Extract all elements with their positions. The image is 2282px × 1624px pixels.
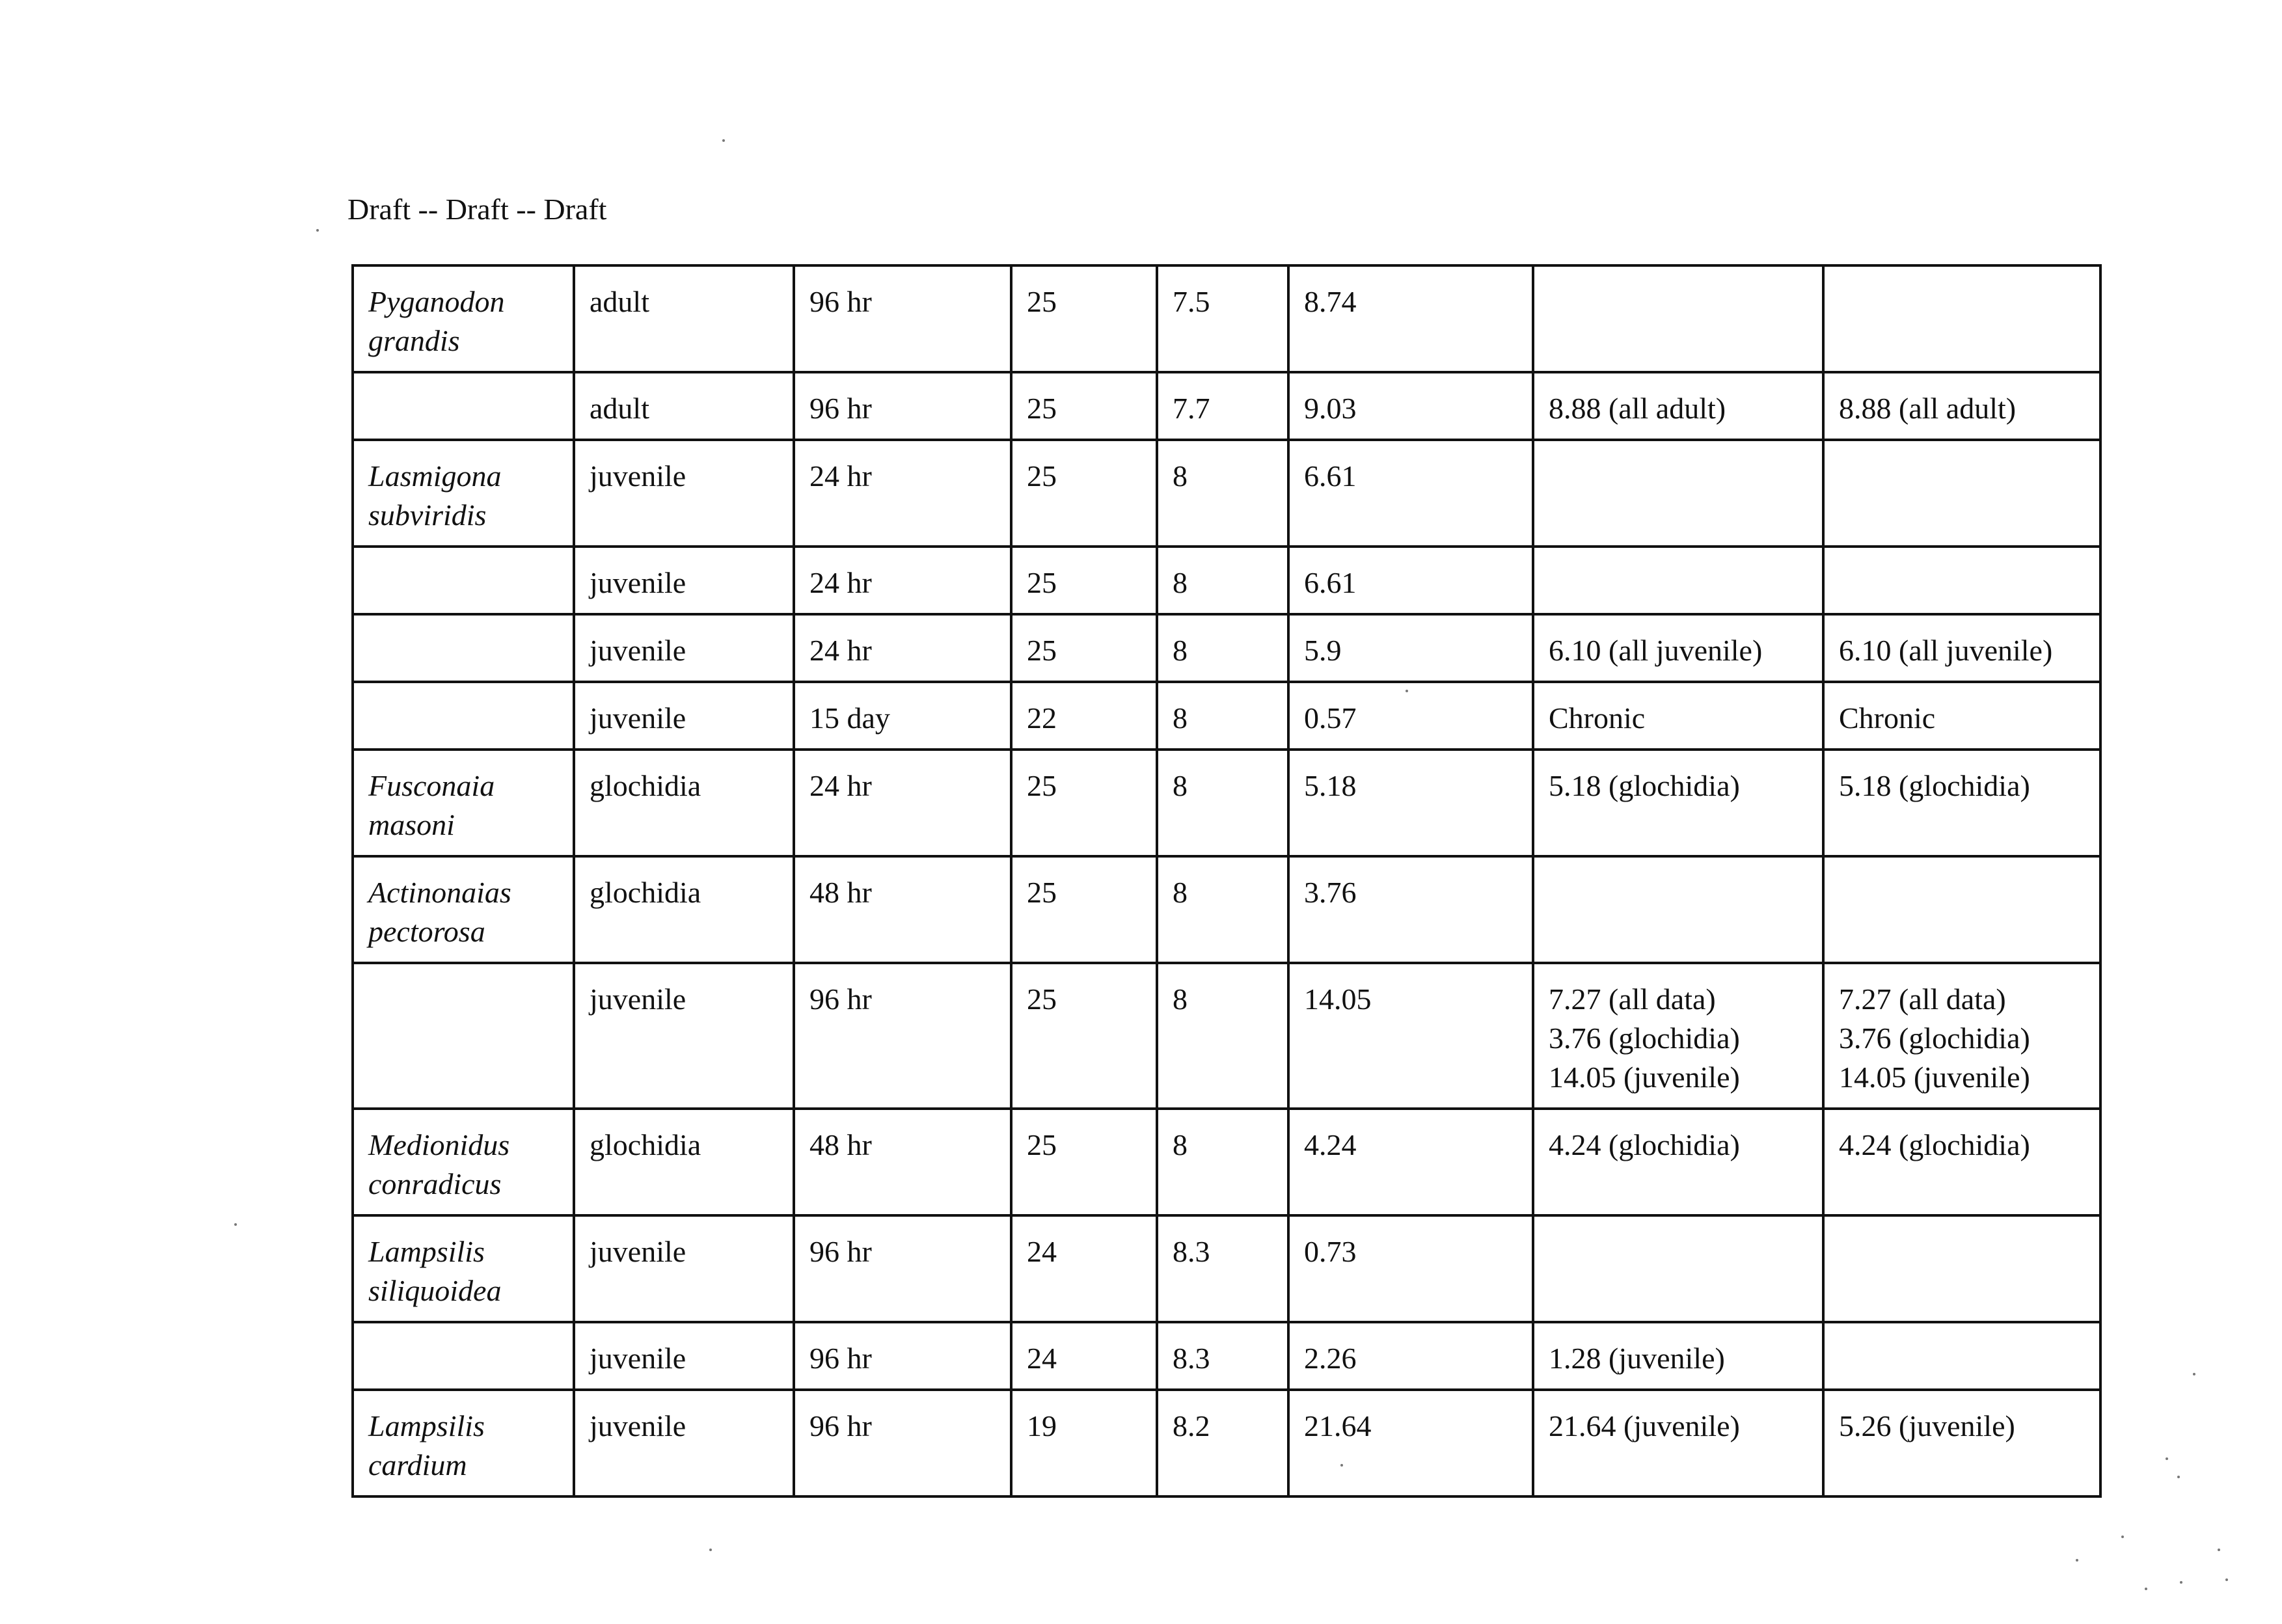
duration-cell: 96 hr xyxy=(794,963,1011,1109)
duration-cell: 48 hr xyxy=(794,1109,1011,1215)
table-row xyxy=(353,547,2100,614)
value-cell: 4.24 xyxy=(1288,1109,1533,1215)
duration-cell: 96 hr xyxy=(794,265,1011,372)
ph-cell: 8.3 xyxy=(1157,1215,1288,1322)
scan-speck xyxy=(2218,1549,2220,1551)
life-stage-cell: juvenile xyxy=(574,1322,794,1390)
species-cell xyxy=(353,614,574,682)
table-row xyxy=(353,1390,2100,1496)
summary-cell xyxy=(1533,547,1823,614)
temperature-cell: 25 xyxy=(1011,614,1157,682)
life-stage-cell: juvenile xyxy=(574,963,794,1109)
table-row xyxy=(353,614,2100,682)
life-stage-cell: juvenile xyxy=(574,547,794,614)
temperature-cell: 24 xyxy=(1011,1215,1157,1322)
life-stage-cell: juvenile xyxy=(574,1390,794,1496)
value-cell: 5.18 xyxy=(1288,750,1533,856)
summary-cell-2 xyxy=(1823,856,2100,963)
summary-cell-2: 5.26 (juvenile) xyxy=(1823,1390,2100,1496)
temperature-cell: 25 xyxy=(1011,963,1157,1109)
duration-cell: 96 hr xyxy=(794,372,1011,440)
duration-cell: 24 hr xyxy=(794,440,1011,547)
scan-speck xyxy=(316,229,319,232)
duration-cell: 96 hr xyxy=(794,1322,1011,1390)
life-stage-cell: adult xyxy=(574,265,794,372)
summary-cell: 1.28 (juvenile) xyxy=(1533,1322,1823,1390)
summary-cell-2 xyxy=(1823,440,2100,547)
summary-cell-2 xyxy=(1823,1215,2100,1322)
species-cell xyxy=(353,372,574,440)
summary-cell-2: 7.27 (all data) 3.76 (glochidia) 14.05 (juvenile) xyxy=(1823,963,2100,1109)
duration-cell: 96 hr xyxy=(794,1215,1011,1322)
temperature-cell: 25 xyxy=(1011,856,1157,963)
life-stage-cell: juvenile xyxy=(574,682,794,750)
ph-cell: 8 xyxy=(1157,682,1288,750)
temperature-cell: 25 xyxy=(1011,750,1157,856)
summary-cell xyxy=(1533,1215,1823,1322)
duration-cell: 15 day xyxy=(794,682,1011,750)
temperature-cell: 25 xyxy=(1011,547,1157,614)
ph-cell: 7.5 xyxy=(1157,265,1288,372)
duration-cell: 24 hr xyxy=(794,750,1011,856)
scan-speck xyxy=(2180,1581,2182,1584)
species-cell xyxy=(353,682,574,750)
table-row xyxy=(353,1322,2100,1390)
summary-cell-2: 6.10 (all juvenile) xyxy=(1823,614,2100,682)
summary-cell: 21.64 (juvenile) xyxy=(1533,1390,1823,1496)
scan-speck xyxy=(2145,1588,2147,1590)
species-cell xyxy=(353,547,574,614)
ph-cell: 8 xyxy=(1157,440,1288,547)
table-row xyxy=(353,1109,2100,1215)
temperature-cell: 25 xyxy=(1011,265,1157,372)
duration-cell: 24 hr xyxy=(794,614,1011,682)
table-row xyxy=(353,265,2100,372)
summary-cell-2: 4.24 (glochidia) xyxy=(1823,1109,2100,1215)
temperature-cell: 19 xyxy=(1011,1390,1157,1496)
summary-cell xyxy=(1533,856,1823,963)
ph-cell: 8 xyxy=(1157,856,1288,963)
life-stage-cell: glochidia xyxy=(574,750,794,856)
ph-cell: 8 xyxy=(1157,1109,1288,1215)
duration-cell: 48 hr xyxy=(794,856,1011,963)
summary-cell-2 xyxy=(1823,547,2100,614)
value-cell: 6.61 xyxy=(1288,547,1533,614)
life-stage-cell: juvenile xyxy=(574,1215,794,1322)
summary-cell: 6.10 (all juvenile) xyxy=(1533,614,1823,682)
summary-cell-2 xyxy=(1823,1322,2100,1390)
species-cell: Actinonaias pectorosa xyxy=(353,856,574,963)
summary-cell xyxy=(1533,265,1823,372)
value-cell: 6.61 xyxy=(1288,440,1533,547)
temperature-cell: 25 xyxy=(1011,372,1157,440)
scan-speck xyxy=(2193,1373,2195,1375)
summary-cell: 4.24 (glochidia) xyxy=(1533,1109,1823,1215)
summary-cell-2: Chronic xyxy=(1823,682,2100,750)
species-cell: Medionidus conradicus xyxy=(353,1109,574,1215)
scan-speck xyxy=(722,139,725,142)
species-cell: Fusconaia masoni xyxy=(353,750,574,856)
value-cell: 9.03 xyxy=(1288,372,1533,440)
duration-cell: 24 hr xyxy=(794,547,1011,614)
table-row xyxy=(353,963,2100,1109)
value-cell: 2.26 xyxy=(1288,1322,1533,1390)
scan-speck xyxy=(2177,1476,2180,1478)
life-stage-cell: glochidia xyxy=(574,1109,794,1215)
table-row xyxy=(353,440,2100,547)
value-cell: 0.57 xyxy=(1288,682,1533,750)
life-stage-cell: juvenile xyxy=(574,440,794,547)
species-cell xyxy=(353,963,574,1109)
value-cell: 0.73 xyxy=(1288,1215,1533,1322)
life-stage-cell: glochidia xyxy=(574,856,794,963)
value-cell: 3.76 xyxy=(1288,856,1533,963)
scan-speck xyxy=(234,1223,237,1226)
temperature-cell: 24 xyxy=(1011,1322,1157,1390)
ph-cell: 8.2 xyxy=(1157,1390,1288,1496)
table-row xyxy=(353,750,2100,856)
value-cell: 21.64 xyxy=(1288,1390,1533,1496)
duration-cell: 96 hr xyxy=(794,1390,1011,1496)
scan-speck xyxy=(2166,1457,2168,1460)
summary-cell-2: 5.18 (glochidia) xyxy=(1823,750,2100,856)
value-cell: 5.9 xyxy=(1288,614,1533,682)
ph-cell: 8 xyxy=(1157,614,1288,682)
ph-cell: 8 xyxy=(1157,750,1288,856)
temperature-cell: 22 xyxy=(1011,682,1157,750)
draft-header: Draft -- Draft -- Draft xyxy=(347,193,607,226)
scan-speck xyxy=(1406,690,1408,692)
summary-cell-2: 8.88 (all adult) xyxy=(1823,372,2100,440)
scan-speck xyxy=(2076,1559,2078,1562)
life-stage-cell: adult xyxy=(574,372,794,440)
temperature-cell: 25 xyxy=(1011,440,1157,547)
life-stage-cell: juvenile xyxy=(574,614,794,682)
summary-cell: 5.18 (glochidia) xyxy=(1533,750,1823,856)
table-row xyxy=(353,856,2100,963)
scan-speck xyxy=(2121,1536,2124,1538)
species-cell xyxy=(353,1322,574,1390)
scan-speck xyxy=(709,1549,712,1551)
summary-cell: 7.27 (all data) 3.76 (glochidia) 14.05 (juvenile) xyxy=(1533,963,1823,1109)
summary-cell: Chronic xyxy=(1533,682,1823,750)
ph-cell: 8 xyxy=(1157,963,1288,1109)
ph-cell: 7.7 xyxy=(1157,372,1288,440)
scan-speck xyxy=(2225,1578,2228,1581)
summary-cell: 8.88 (all adult) xyxy=(1533,372,1823,440)
species-cell: Lasmigona subviridis xyxy=(353,440,574,547)
scan-speck xyxy=(1340,1464,1343,1467)
value-cell: 14.05 xyxy=(1288,963,1533,1109)
table-row xyxy=(353,372,2100,440)
species-cell: Lampsilis cardium xyxy=(353,1390,574,1496)
summary-cell xyxy=(1533,440,1823,547)
species-cell: Lampsilis siliquoidea xyxy=(353,1215,574,1322)
value-cell: 8.74 xyxy=(1288,265,1533,372)
summary-cell-2 xyxy=(1823,265,2100,372)
species-cell: Pyganodon grandis xyxy=(353,265,574,372)
table-row xyxy=(353,1215,2100,1322)
table-row xyxy=(353,682,2100,750)
toxicity-data-table xyxy=(351,264,2102,1498)
ph-cell: 8.3 xyxy=(1157,1322,1288,1390)
ph-cell: 8 xyxy=(1157,547,1288,614)
temperature-cell: 25 xyxy=(1011,1109,1157,1215)
